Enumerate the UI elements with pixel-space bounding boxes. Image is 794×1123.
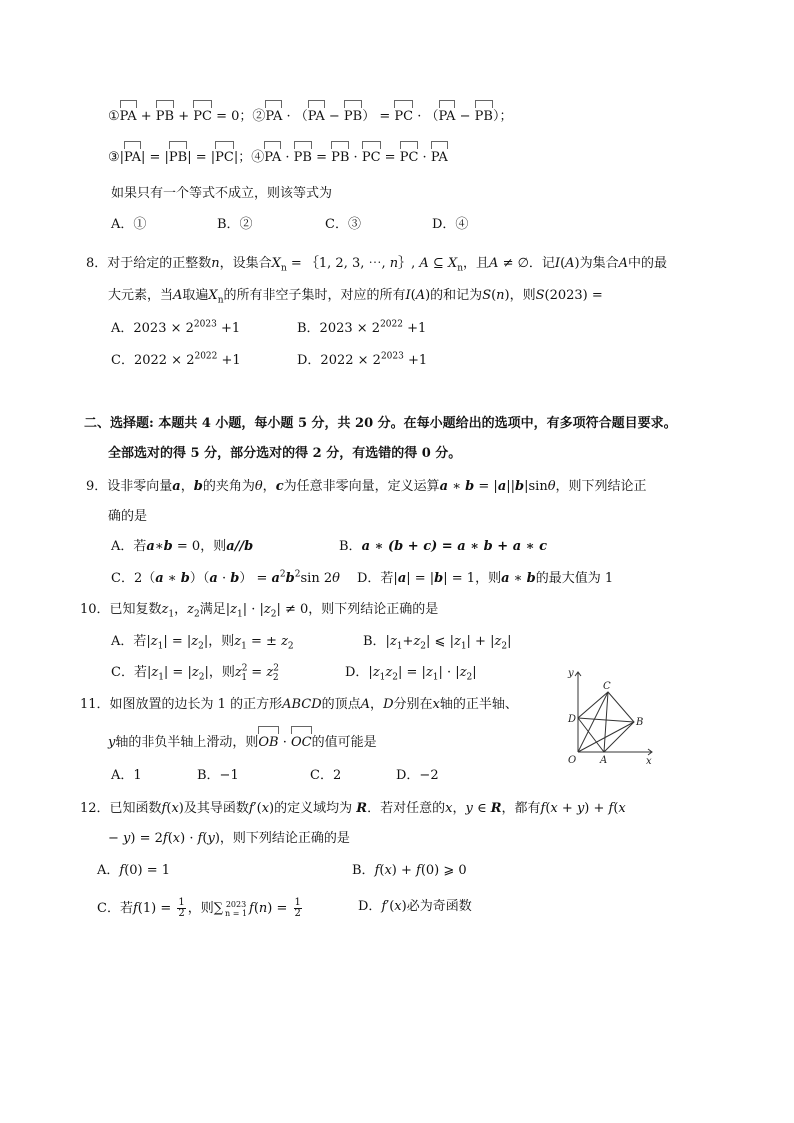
q12-option-a: A．f(0) = 1 <box>97 863 171 878</box>
q9-option-c: C．2（a ∗ $b)(a \cdot b) = a^2b^2\sin$ 2θ <box>111 569 340 586</box>
q7-option-c: C．③ <box>325 217 361 232</box>
label-d: D <box>568 714 577 725</box>
q9-stem-line1: 9．设非零向量a，b的夹角为θ，c为任意非零向量，定义运算a ∗ b = |a||b|sinθ，则下列结论正 <box>86 479 647 494</box>
label-x: x <box>646 756 652 767</box>
fraction-one-half: $\frac{1}{2}$ <box>178 897 185 919</box>
label-y: y <box>568 668 574 679</box>
vector-pa: PA <box>119 109 137 124</box>
q8-option-d: D．$2022 \times 2^{2023} +1$ <box>297 351 428 368</box>
vector-pb: PB <box>155 109 175 124</box>
segment-oc <box>578 692 608 752</box>
section-2-scoring: 全部选对的得 5 分，部分选对的得 2 分，有选错的得 0 分。 <box>108 446 462 461</box>
q10-option-c: C．若$|z_1| = |z_2|$，则$z^2_1 = z^2_2$ <box>111 663 279 683</box>
q10-option-b: B．$|z_1+z_2|$ ⩽ $|z_1| + |z_2|$ <box>363 634 512 652</box>
q12-option-c: C．若f(1) = $\frac{1}{2}$ ，则∑ 2023 n = 1 f(n) = $\frac{1}{2}$ <box>97 897 301 919</box>
q8-option-c: C．$2022 \times 2^{2022} +1$ <box>111 351 241 368</box>
q9-stem-line2: 确的是 <box>108 509 148 524</box>
q7-statement-1-2: ①PA + PB + PC = 0；②PA · （PA − PB） = PC · （PA − PB）； <box>108 109 513 124</box>
section-2-heading: 二、选择题: 本题共 4 小题，每小题 5 分，共 20 分。在每小题给出的选项中，有多项符合题目要求。 <box>84 416 677 431</box>
q8-option-a: A．$2023 \times 2^{2023} +1$ <box>111 319 241 336</box>
vector-pc: PC <box>193 109 212 124</box>
q10-option-d: D．$|z_1z_2| = |z_1| \cdot |z_2|$ <box>345 665 477 683</box>
q12-option-d: D．f′(x)必为奇函数 <box>358 899 472 914</box>
q9-option-a: A．若a∗b = 0，则a//b <box>111 539 254 554</box>
q11-option-c: C．2 <box>310 768 342 783</box>
q7-option-b: B．② <box>217 217 253 232</box>
q7-option-a: A．① <box>111 217 147 232</box>
q10-option-a: A．若$|z_1| = |z_2|$，则$z_1$ = ± $z_2$ <box>111 634 294 652</box>
square-on-axes-figure <box>560 662 660 768</box>
q12-stem-line2: − y) = 2f(x) · f(y)，则下列结论正确的是 <box>108 831 350 846</box>
label-b: B <box>636 717 644 728</box>
label-c: C <box>603 681 611 692</box>
q11-stem-line1: 11．如图放置的边长为 1 的正方形ABCD的顶点A，D分别在x轴的正半轴、 <box>80 697 518 712</box>
q11-stem-line2: y轴的非负半轴上滑动，则OB · OC的值可能是 <box>108 735 377 750</box>
label-a: A <box>600 755 608 766</box>
fraction-one-half-result: $\frac{1}{2}$ <box>294 897 301 919</box>
q8-stem-line2: 大元素，当A取遍$X_n$的所有非空子集时，对应的所有I(A)的和记为S(n)，则S(2023) = <box>108 288 603 306</box>
q11-option-a: A．1 <box>111 768 142 783</box>
q12-stem-line1: 12．已知函数f(x)及其导函数f′(x)的定义域均为 R．若对任意的x，y ∈ R，都有f(x + y) + f(x <box>80 801 626 816</box>
q7-option-d: D．④ <box>432 217 469 232</box>
sum-limits: 2023 n = 1 <box>225 899 248 918</box>
q9-option-b: B．a ∗ (b + c) = a ∗ b + a ∗ c <box>339 539 548 554</box>
q11-option-b: B．−1 <box>197 768 239 783</box>
q8-option-b: B．$2023 \times 2^{2022} +1$ <box>297 319 427 336</box>
q11-option-d: D．−2 <box>396 768 439 783</box>
q8-stem-line1: 8．对于给定的正整数n，设集合$X_n$ = ｛1, 2, 3, ⋯, n｝, A ⊆ $X_n$，且A ≠ ∅．记I(A)为集合A中的最 <box>86 256 668 274</box>
segment-ac <box>604 692 608 752</box>
q10-stem: 10．已知复数$z_1$，$z_2$满足$|z_1| \cdot |z_2| \ne 0$，则下列结论正确的是 <box>80 602 439 620</box>
q12-option-b: B．f(x) + f(0) ⩾ 0 <box>352 863 467 878</box>
q7-statement-3-4: ③|PA| = |PB| = |PC|；④PA · PB = PB · PC = PC · PA <box>108 150 448 165</box>
q7-question: 如果只有一个等式不成立，则该等式为 <box>111 186 333 201</box>
label-o: O <box>568 755 577 766</box>
q9-option-d: D．若|a| = |b| = 1，则a ∗ b的最大值为 1 <box>357 571 614 586</box>
